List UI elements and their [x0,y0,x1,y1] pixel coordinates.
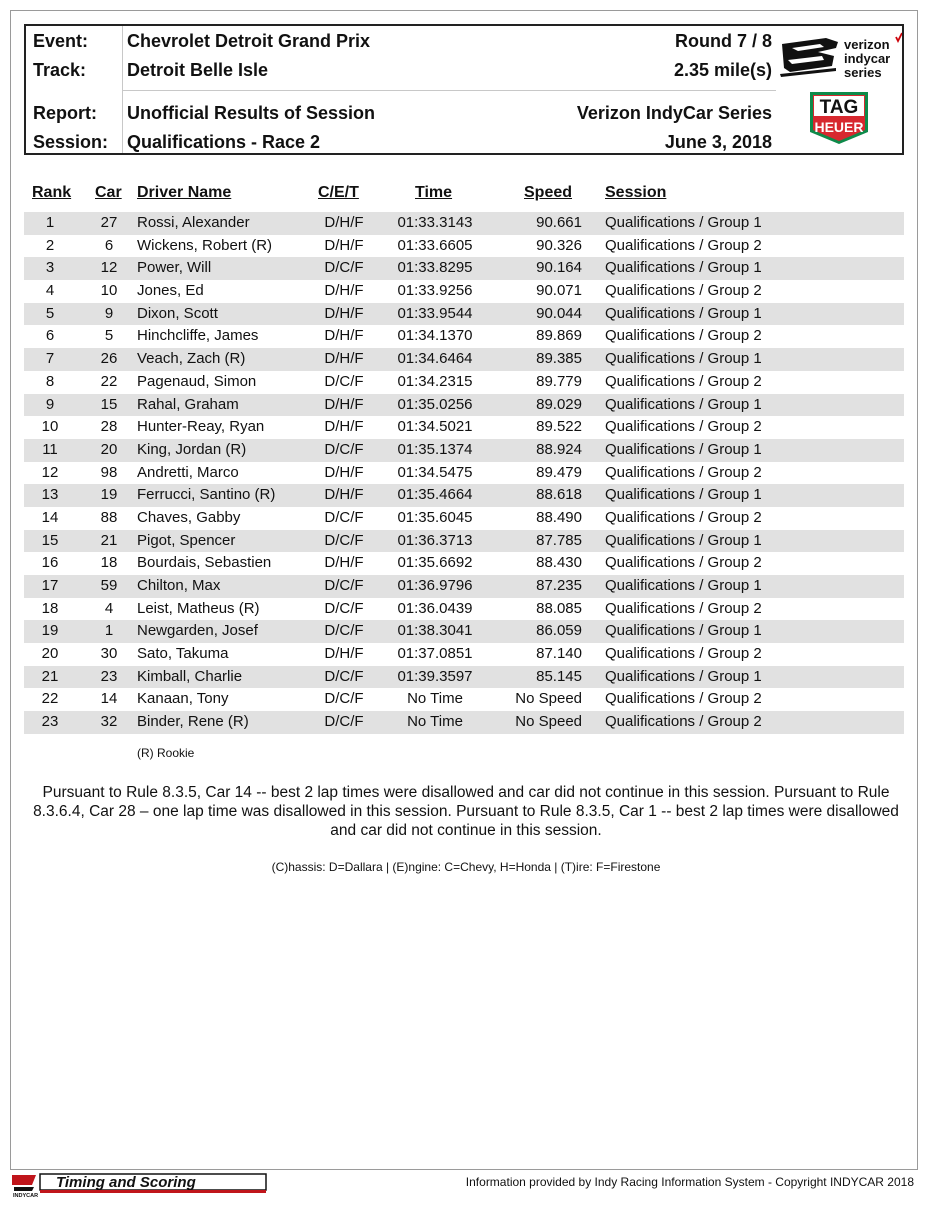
report-value: Unofficial Results of Session [127,103,376,123]
session-cell: Qualifications / Group 2 [605,282,762,300]
cet-cell: D/C/F [324,259,364,277]
session-cell: Qualifications / Group 1 [605,486,762,504]
table-row [24,325,904,348]
driver-name-cell: Leist, Matheus (R) [137,599,260,617]
series-name: Verizon IndyCar Series [576,103,772,123]
cet-cell: D/H/F [324,304,364,322]
speed-cell: 90.326 [536,236,582,254]
rank-cell: 6 [45,327,55,345]
table-row [24,620,904,643]
speed-cell: 89.779 [536,372,582,390]
session-cell: Qualifications / Group 1 [605,350,762,368]
col-header-cet: C/E/T [318,184,359,201]
speed-cell: 87.785 [536,531,582,549]
report-label: Report: [33,103,97,123]
speed-cell: 88.490 [536,508,582,526]
car-number-cell: 19 [100,486,118,504]
driver-name-cell: Chilton, Max [137,577,221,594]
rule-note: Pursuant to Rule 8.3.5, Car 14 -- best 2 lap times were disallowed and car did not continue in this session. Pursuant to Rule 8.3.6.4, Car 28 – one lap time was disallowed in this session. Pursuant to Rule 8.3.5, Car 1 -- best 2 lap times were disallowed and car did not continue in this session. [33,784,899,839]
copyright-text: Information provided by Indy Racing Information System - Copyright INDYCAR 2018 [465,1175,914,1189]
rank-cell: 16 [41,554,59,572]
car-number-cell: 27 [100,214,118,231]
driver-name-cell: Newgarden, Josef [137,622,258,640]
event-label: Event: [33,31,89,51]
car-number-cell: 88 [100,508,118,526]
session-cell: Qualifications / Group 2 [605,463,762,481]
table-row [24,348,904,371]
col-header-driver: Driver Name [137,184,232,201]
lap-time-cell: 01:36.9796 [397,577,473,594]
speed-cell: 88.924 [536,440,582,458]
lap-time-cell: 01:33.8295 [397,259,473,277]
table-row [24,439,904,462]
driver-name-cell: Binder, Rene (R) [137,713,249,731]
lap-time-cell: 01:34.6464 [397,350,473,368]
lap-time-cell: 01:33.3143 [397,214,473,231]
track-value: Detroit Belle Isle [127,60,269,80]
lap-time-cell: 01:36.0439 [397,599,473,617]
lap-time-cell: 01:35.0256 [397,395,473,413]
driver-name-cell: Ferrucci, Santino (R) [137,486,276,504]
speed-cell: 89.522 [536,418,582,436]
session-cell: Qualifications / Group 2 [605,372,762,390]
rank-cell: 11 [42,440,58,458]
col-header-session: Session [605,184,667,201]
svg-text:TAG: TAG [819,97,859,118]
car-number-cell: 20 [100,440,118,458]
cet-cell: D/H/F [324,350,364,368]
lap-time-cell: 01:34.5021 [397,418,473,436]
driver-name-cell: Rahal, Graham [137,395,239,413]
svg-text:series: series [844,65,882,80]
cet-cell: D/H/F [324,282,364,300]
car-number-cell: 4 [104,599,114,617]
lap-time-cell: 01:39.3597 [397,667,473,685]
speed-cell: 88.618 [536,486,582,504]
rank-cell: 9 [45,395,55,413]
svg-text:verizon: verizon [844,37,890,52]
rank-cell: 17 [41,577,59,594]
timing-scoring-logo [12,1171,268,1197]
car-number-cell: 26 [100,350,118,368]
lap-time-cell: 01:34.1370 [397,327,473,345]
speed-cell: 90.164 [536,259,582,277]
rank-cell: 21 [41,667,59,685]
cet-cell: D/H/F [324,645,364,663]
session-cell: Qualifications / Group 2 [605,236,762,254]
driver-name-cell: Kanaan, Tony [137,690,229,708]
cet-cell: D/C/F [324,713,364,731]
car-number-cell: 9 [104,304,114,322]
cet-cell: D/H/F [324,463,364,481]
rank-cell: 10 [41,418,59,436]
speed-cell: 90.071 [536,282,582,300]
rank-cell: 7 [45,350,55,368]
header-divider-horizontal [122,90,776,91]
driver-name-cell: Wickens, Robert (R) [137,236,273,254]
table-row [24,666,904,689]
table-row [24,280,904,303]
table-row [24,552,904,575]
car-number-cell: 1 [104,622,114,640]
session-cell: Qualifications / Group 2 [605,327,762,345]
rank-cell: 18 [41,599,59,617]
car-number-cell: 98 [100,463,118,481]
session-cell: Qualifications / Group 1 [605,577,762,594]
driver-name-cell: Sato, Takuma [137,645,229,663]
cet-cell: D/C/F [324,599,364,617]
lap-time-cell: 01:35.4664 [397,486,473,504]
driver-name-cell: King, Jordan (R) [137,440,247,458]
session-cell: Qualifications / Group 2 [605,554,762,572]
cet-cell: D/C/F [324,372,364,390]
table-row [24,575,904,598]
driver-name-cell: Rossi, Alexander [137,214,250,231]
rank-cell: 14 [41,508,59,526]
tag-heuer-logo [808,90,870,146]
car-number-cell: 59 [100,577,118,594]
speed-cell: 88.085 [536,599,582,617]
cet-cell: D/H/F [324,395,364,413]
car-number-cell: 15 [100,395,118,413]
session-cell: Qualifications / Group 1 [605,440,762,458]
table-row [24,394,904,417]
rank-cell: 5 [45,304,55,322]
speed-cell: 90.661 [536,214,582,231]
svg-text:INDYCAR: INDYCAR [13,1193,39,1197]
session-cell: Qualifications / Group 1 [605,622,762,640]
session-cell: Qualifications / Group 2 [605,418,762,436]
driver-name-cell: Jones, Ed [137,282,204,300]
rank-cell: 20 [41,645,59,663]
lap-time-cell: 01:35.6692 [397,554,473,572]
car-number-cell: 5 [104,327,114,345]
car-number-cell: 18 [100,554,118,572]
cet-cell: D/H/F [324,486,364,504]
rank-cell: 12 [41,463,59,481]
rank-cell: 8 [45,372,55,390]
results-table [24,212,904,734]
car-number-cell: 28 [100,418,118,436]
car-number-cell: 21 [100,531,118,549]
svg-text:Timing and Scoring: Timing and Scoring [56,1174,196,1191]
rank-cell: 15 [41,531,59,549]
rank-cell: 22 [41,690,59,708]
lap-time-cell: 01:33.9544 [397,304,473,322]
car-number-cell: 32 [100,713,118,731]
driver-name-cell: Kimball, Charlie [137,667,243,685]
speed-cell: 88.430 [536,554,582,572]
driver-name-cell: Hinchcliffe, James [137,327,259,345]
session-cell: Qualifications / Group 2 [605,599,762,617]
cet-cell: D/H/F [324,554,364,572]
lap-time-cell: 01:34.5475 [397,463,473,481]
speed-cell: 89.479 [536,463,582,481]
lap-time-cell: 01:35.1374 [397,440,473,458]
lap-time-cell: 01:34.2315 [397,372,473,390]
cet-cell: D/C/F [324,531,364,549]
session-cell: Qualifications / Group 2 [605,508,762,526]
cet-legend: (C)hassis: D=Dallara | (E)ngine: C=Chevy, H=Honda | (T)ire: F=Firestone [271,860,661,874]
event-value: Chevrolet Detroit Grand Prix [127,31,371,51]
speed-cell: 85.145 [536,667,582,685]
table-row [24,235,904,258]
speed-cell: 87.235 [536,577,582,594]
rank-cell: 23 [41,713,59,731]
session-value: Qualifications - Race 2 [127,132,321,152]
speed-cell: 89.385 [536,350,582,368]
speed-cell: 89.029 [536,395,582,413]
col-header-time: Time [415,184,453,201]
report-header [24,24,904,155]
table-row [24,371,904,394]
table-row [24,530,904,553]
lap-time-cell: No Time [407,690,463,708]
rookie-note: (R) Rookie [137,746,195,760]
driver-name-cell: Pagenaud, Simon [137,372,257,390]
col-header-rank: Rank [32,184,72,201]
speed-cell: 86.059 [536,622,582,640]
table-row [24,598,904,621]
session-label: Session: [33,132,109,152]
col-header-car: Car [95,184,122,201]
speed-cell: No Speed [515,713,582,731]
cet-cell: D/H/F [324,214,364,231]
session-cell: Qualifications / Group 2 [605,645,762,663]
table-row [24,303,904,326]
lap-time-cell: 01:36.3713 [397,531,473,549]
session-cell: Qualifications / Group 2 [605,690,762,708]
cet-cell: D/C/F [324,577,364,594]
speed-cell: 90.044 [536,304,582,322]
cet-cell: D/C/F [324,622,364,640]
session-cell: Qualifications / Group 1 [605,304,762,322]
cet-cell: D/H/F [324,327,364,345]
session-cell: Qualifications / Group 1 [605,531,762,549]
report-date: June 3, 2018 [664,132,772,152]
table-row [24,484,904,507]
rank-cell: 3 [45,259,55,277]
cet-cell: D/C/F [324,440,364,458]
lap-time-cell: 01:37.0851 [397,645,473,663]
speed-cell: No Speed [515,690,582,708]
driver-name-cell: Pigot, Spencer [137,531,236,549]
track-label: Track: [33,60,87,80]
table-row [24,212,904,235]
table-row [24,416,904,439]
speed-cell: 87.140 [536,645,582,663]
car-number-cell: 12 [100,259,118,277]
table-row [24,507,904,530]
car-number-cell: 30 [100,645,118,663]
rank-cell: 2 [45,236,55,254]
table-row [24,462,904,485]
track-length: 2.35 mile(s) [673,60,772,80]
verizon-indycar-logo [778,32,902,80]
speed-cell: 89.869 [536,327,582,345]
cet-cell: D/H/F [324,236,364,254]
lap-time-cell: 01:35.6045 [397,508,473,526]
car-number-cell: 10 [100,282,118,300]
rank-cell: 13 [41,486,59,504]
driver-name-cell: Hunter-Reay, Ryan [137,418,265,436]
table-row [24,688,904,711]
driver-name-cell: Dixon, Scott [137,304,218,322]
rank-cell: 1 [45,214,55,231]
lap-time-cell: 01:33.6605 [397,236,473,254]
table-row [24,711,904,734]
round-value: Round 7 / 8 [674,31,772,51]
driver-name-cell: Veach, Zach (R) [137,350,246,368]
session-cell: Qualifications / Group 1 [605,667,762,685]
svg-text:indycar: indycar [844,51,891,66]
col-header-speed: Speed [524,184,573,201]
rank-cell: 19 [41,622,59,640]
session-cell: Qualifications / Group 2 [605,713,762,731]
car-number-cell: 14 [100,690,118,708]
svg-text:HEUER: HEUER [814,119,864,135]
driver-name-cell: Bourdais, Sebastien [137,554,272,572]
cet-cell: D/C/F [324,508,364,526]
rank-cell: 4 [45,282,55,300]
cet-cell: D/H/F [324,418,364,436]
session-cell: Qualifications / Group 1 [605,395,762,413]
car-number-cell: 22 [100,372,118,390]
lap-time-cell: 01:33.9256 [397,282,473,300]
driver-name-cell: Chaves, Gabby [137,508,241,526]
table-row [24,257,904,280]
cet-cell: D/C/F [324,690,364,708]
lap-time-cell: 01:38.3041 [397,622,473,640]
lap-time-cell: No Time [407,713,463,731]
driver-name-cell: Power, Will [137,259,212,277]
session-cell: Qualifications / Group 1 [605,259,762,277]
cet-cell: D/C/F [324,667,364,685]
car-number-cell: 23 [100,667,118,685]
car-number-cell: 6 [104,236,114,254]
table-row [24,643,904,666]
driver-name-cell: Andretti, Marco [137,463,239,481]
session-cell: Qualifications / Group 1 [605,214,762,231]
